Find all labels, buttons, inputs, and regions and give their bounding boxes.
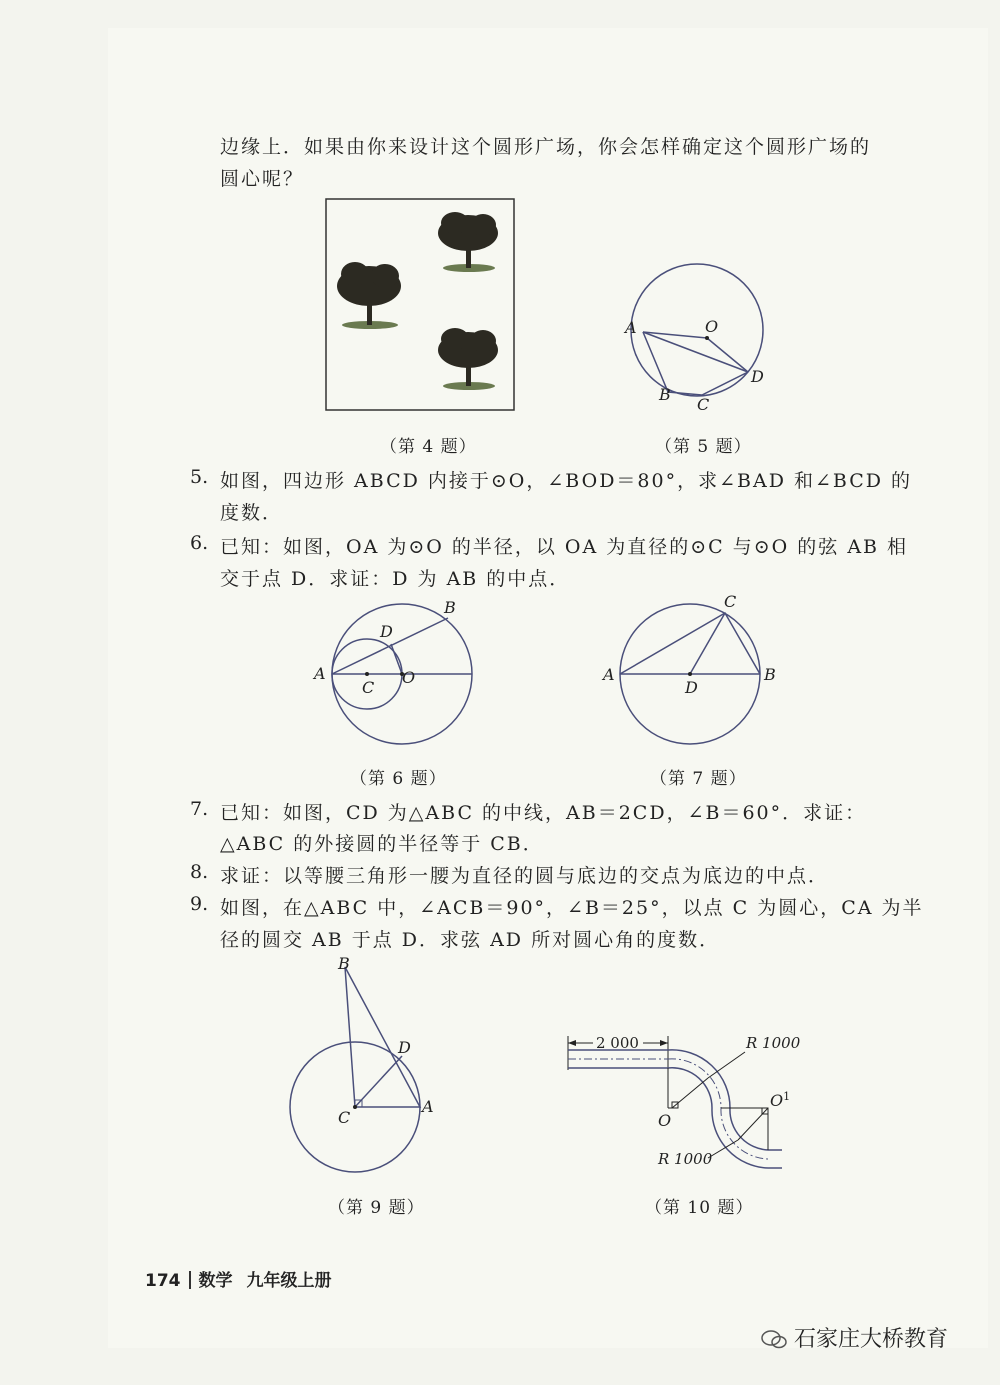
- label-B: B: [338, 954, 350, 973]
- divider: [189, 1271, 191, 1289]
- page-footer: [145, 1266, 346, 1291]
- label-C: C: [362, 678, 375, 697]
- label-O: O: [705, 317, 719, 336]
- problem-6-line-1: 已知：如图，OA 为⊙O 的半径，以 OA 为直径的⊙C 与⊙O 的弦 AB 相: [220, 536, 909, 558]
- problem-9-line-1: 如图，在△ABC 中，∠ACB＝90°，∠B＝25°，以点 C 为圆心，CA 为半: [220, 897, 924, 919]
- label-A: A: [422, 1097, 434, 1116]
- problem-5-line-2: 度数．: [220, 502, 284, 524]
- intro-line-2: 圆心呢？: [220, 168, 305, 190]
- problem-6-line-2: 交于点 D．求证：D 为 AB 的中点．: [220, 568, 571, 590]
- problem-5-number: 5.: [190, 466, 209, 488]
- wechat-icon: [760, 1328, 788, 1350]
- problem-8-number: 8.: [190, 861, 209, 883]
- problem-7-line-2: △ABC 的外接圆的半径等于 CB．: [220, 833, 544, 855]
- figure-7: [600, 592, 785, 752]
- problem-5-line-1: 如图，四边形 ABCD 内接于⊙O，∠BOD＝80°，求∠BAD 和∠BCD 的: [220, 470, 913, 492]
- label-O: O: [402, 668, 416, 687]
- label-O: O: [658, 1111, 672, 1130]
- label-B: B: [659, 385, 671, 404]
- intro-line-1: 边缘上．如果由你来设计这个圆形广场，你会怎样确定这个圆形广场的: [220, 136, 872, 158]
- textbook-page: [108, 28, 988, 1348]
- problem-7-number: 7.: [190, 798, 209, 820]
- dimension-label: 2 000: [596, 1034, 639, 1052]
- caption-q4: （第 4 题）: [380, 437, 477, 457]
- problem-9-number: 9.: [190, 893, 209, 915]
- label-D: D: [380, 622, 393, 641]
- label-C: C: [338, 1108, 351, 1127]
- label-D: D: [685, 678, 698, 697]
- watermark-text: 石家庄大桥教育: [794, 1327, 949, 1352]
- label-C: C: [724, 592, 737, 611]
- tree-icon: [438, 212, 498, 272]
- label-D: D: [751, 367, 764, 386]
- subject-label: 数学: [198, 1271, 233, 1291]
- page-number: 174: [145, 1271, 181, 1291]
- label-D: D: [398, 1038, 411, 1057]
- figure-10: [560, 1028, 815, 1178]
- figure-4-trees: [325, 198, 515, 412]
- caption-q6: （第 6 题）: [350, 769, 447, 789]
- problem-8-line-1: 求证：以等腰三角形一腰为直径的圆与底边的交点为底边的中点．: [220, 865, 830, 887]
- radius-label-bottom: R 1000: [658, 1150, 713, 1168]
- problem-9-line-2: 径的圆交 AB 于点 D．求弦 AD 所对圆心角的度数．: [220, 929, 721, 951]
- problem-6-number: 6.: [190, 532, 209, 554]
- caption-q9: （第 9 题）: [328, 1198, 425, 1218]
- caption-q7: （第 7 题）: [650, 769, 747, 789]
- watermark: [760, 1322, 948, 1353]
- caption-q10: （第 10 题）: [645, 1198, 754, 1218]
- problem-7-line-1: 已知：如图，CD 为△ABC 的中线，AB＝2CD，∠B＝60°．求证：: [220, 802, 867, 824]
- label-B: B: [444, 598, 456, 617]
- grade-label: 九年级上册: [246, 1271, 332, 1291]
- label-A: A: [625, 318, 637, 337]
- label-A: A: [603, 665, 615, 684]
- figure-9: [280, 952, 450, 1187]
- tree-icon: [337, 262, 401, 329]
- radius-label-top: R 1000: [746, 1034, 801, 1052]
- figure-5: [615, 260, 775, 420]
- label-C: C: [697, 395, 710, 414]
- label-B: B: [764, 665, 776, 684]
- tree-icon: [438, 328, 498, 390]
- caption-q5: （第 5 题）: [655, 437, 752, 457]
- label-A: A: [314, 664, 326, 683]
- figure-6: [310, 598, 490, 758]
- label-O1: $O^1$: [770, 1090, 791, 1110]
